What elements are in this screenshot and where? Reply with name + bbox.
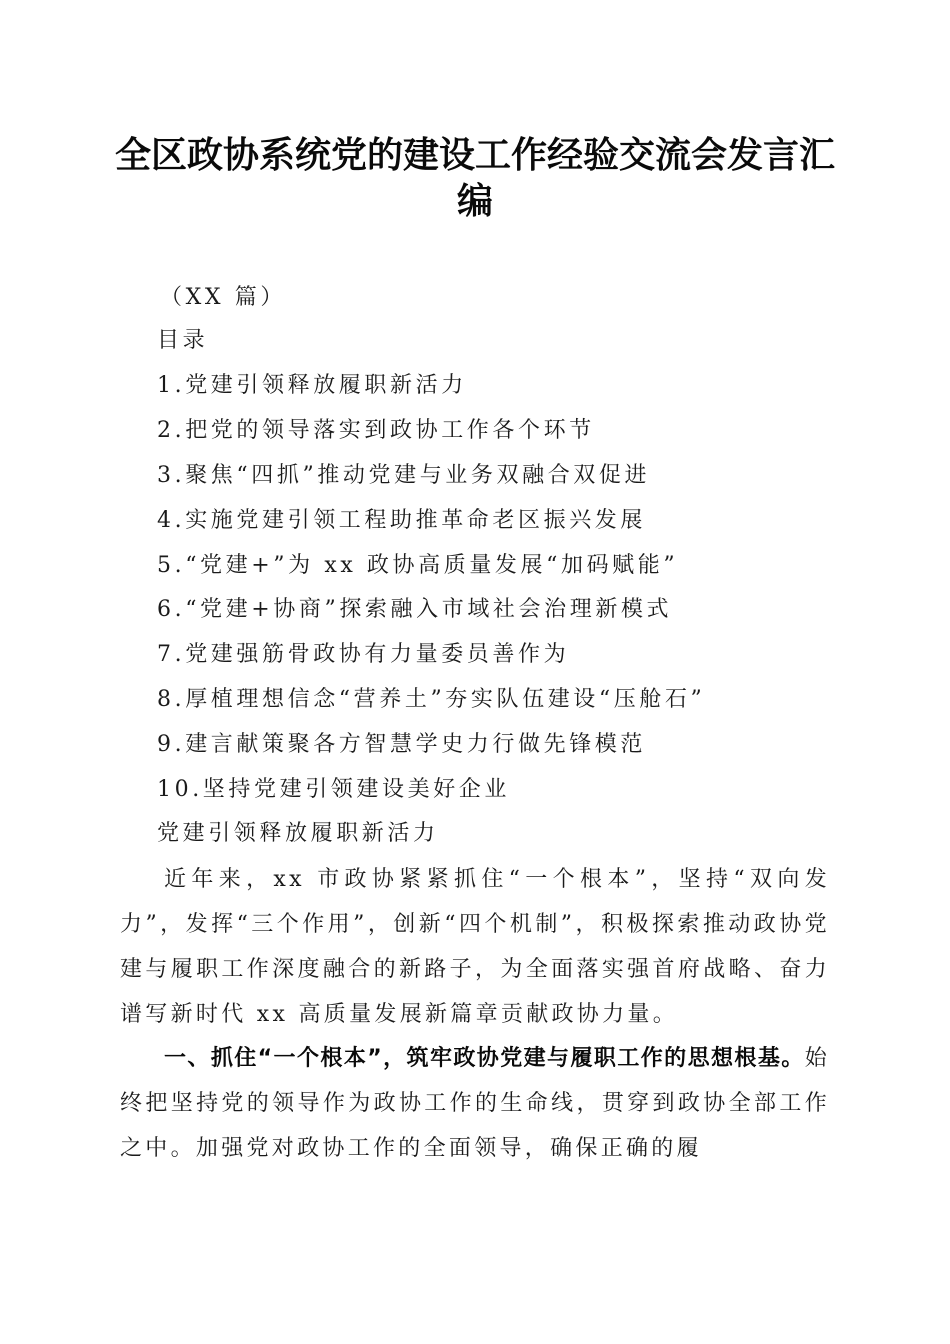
toc-item-number: 5. [157, 553, 186, 578]
intro-paragraph: 近年来，xx 市政协紧紧抓住“一个根本”，坚持“双向发力”，发挥“三个作用”，创新“四个机制”，积极探索推动政协党建与履职工作深度融合的新路子，为全面落实强首府战略、奋力谱写新时代 xx 高质量发展新篇章贡献政协力量。 [120, 867, 830, 1027]
toc-item-6[interactable] [157, 595, 672, 625]
toc-item-label: 坚持党建引领建设美好企业 [202, 777, 510, 802]
toc-item-number: 8. [157, 687, 186, 712]
toc-item-label: 实施党建引领工程助推革命老区振兴发展 [185, 508, 647, 533]
toc-item-label: 把党的领导落实到政协工作各个环节 [185, 418, 595, 443]
toc-item-number: 4. [157, 508, 186, 533]
toc-item-8[interactable] [157, 685, 705, 715]
toc-item-1[interactable] [157, 371, 467, 401]
toc-item-label: 党建引领释放履职新活力 [185, 373, 467, 398]
toc-item-label: 厚植理想信念“营养土”夯实队伍建设“压舱石” [185, 687, 706, 712]
toc-item-5[interactable] [157, 551, 678, 581]
toc-item-number: 3. [157, 463, 186, 488]
toc-item-number: 1. [157, 373, 186, 398]
toc-item-label: 建言献策聚各方智慧学史力行做先锋模范 [185, 732, 647, 757]
toc-item-label: “党建+”为 xx 政协高质量发展“加码赋能” [185, 553, 679, 578]
article-count-note: （XX 篇） [160, 285, 286, 310]
toc-item-10[interactable] [157, 775, 510, 805]
section-title: 党建引领释放履职新活力 [157, 821, 439, 846]
toc-item-number: 10. [157, 777, 203, 802]
toc-item-2[interactable] [157, 416, 595, 446]
toc-item-label: 党建强筋骨政协有力量委员善作为 [185, 642, 570, 667]
point-one-body: 始终把坚持党的领导作为政协工作的生命线，贯穿到政协全部工作之中。加强党对政协工作的全面领导，确保正确的履 [120, 1046, 830, 1161]
toc-item-label: “党建+协商”探索融入市域社会治理新模式 [185, 597, 673, 622]
toc-item-number: 2. [157, 418, 186, 443]
point-one-paragraph [120, 1036, 830, 1171]
toc-item-label: 聚焦“四抓”推动党建与业务双融合双促进 [185, 463, 651, 488]
toc-item-4[interactable] [157, 506, 646, 536]
toc-item-number: 7. [157, 642, 186, 667]
toc-item-3[interactable] [157, 461, 650, 491]
toc-heading: 目录 [157, 328, 209, 353]
toc-item-9[interactable] [157, 730, 646, 760]
toc-item-number: 9. [157, 732, 186, 757]
toc-item-7[interactable] [157, 640, 569, 670]
toc-item-number: 6. [157, 597, 186, 622]
document-title: 全区政协系统党的建设工作经验交流会发言汇编 [114, 134, 835, 222]
point-one-heading: 一、抓住“一个根本”，筑牢政协党建与履职工作的思想根基。 [164, 1046, 805, 1071]
